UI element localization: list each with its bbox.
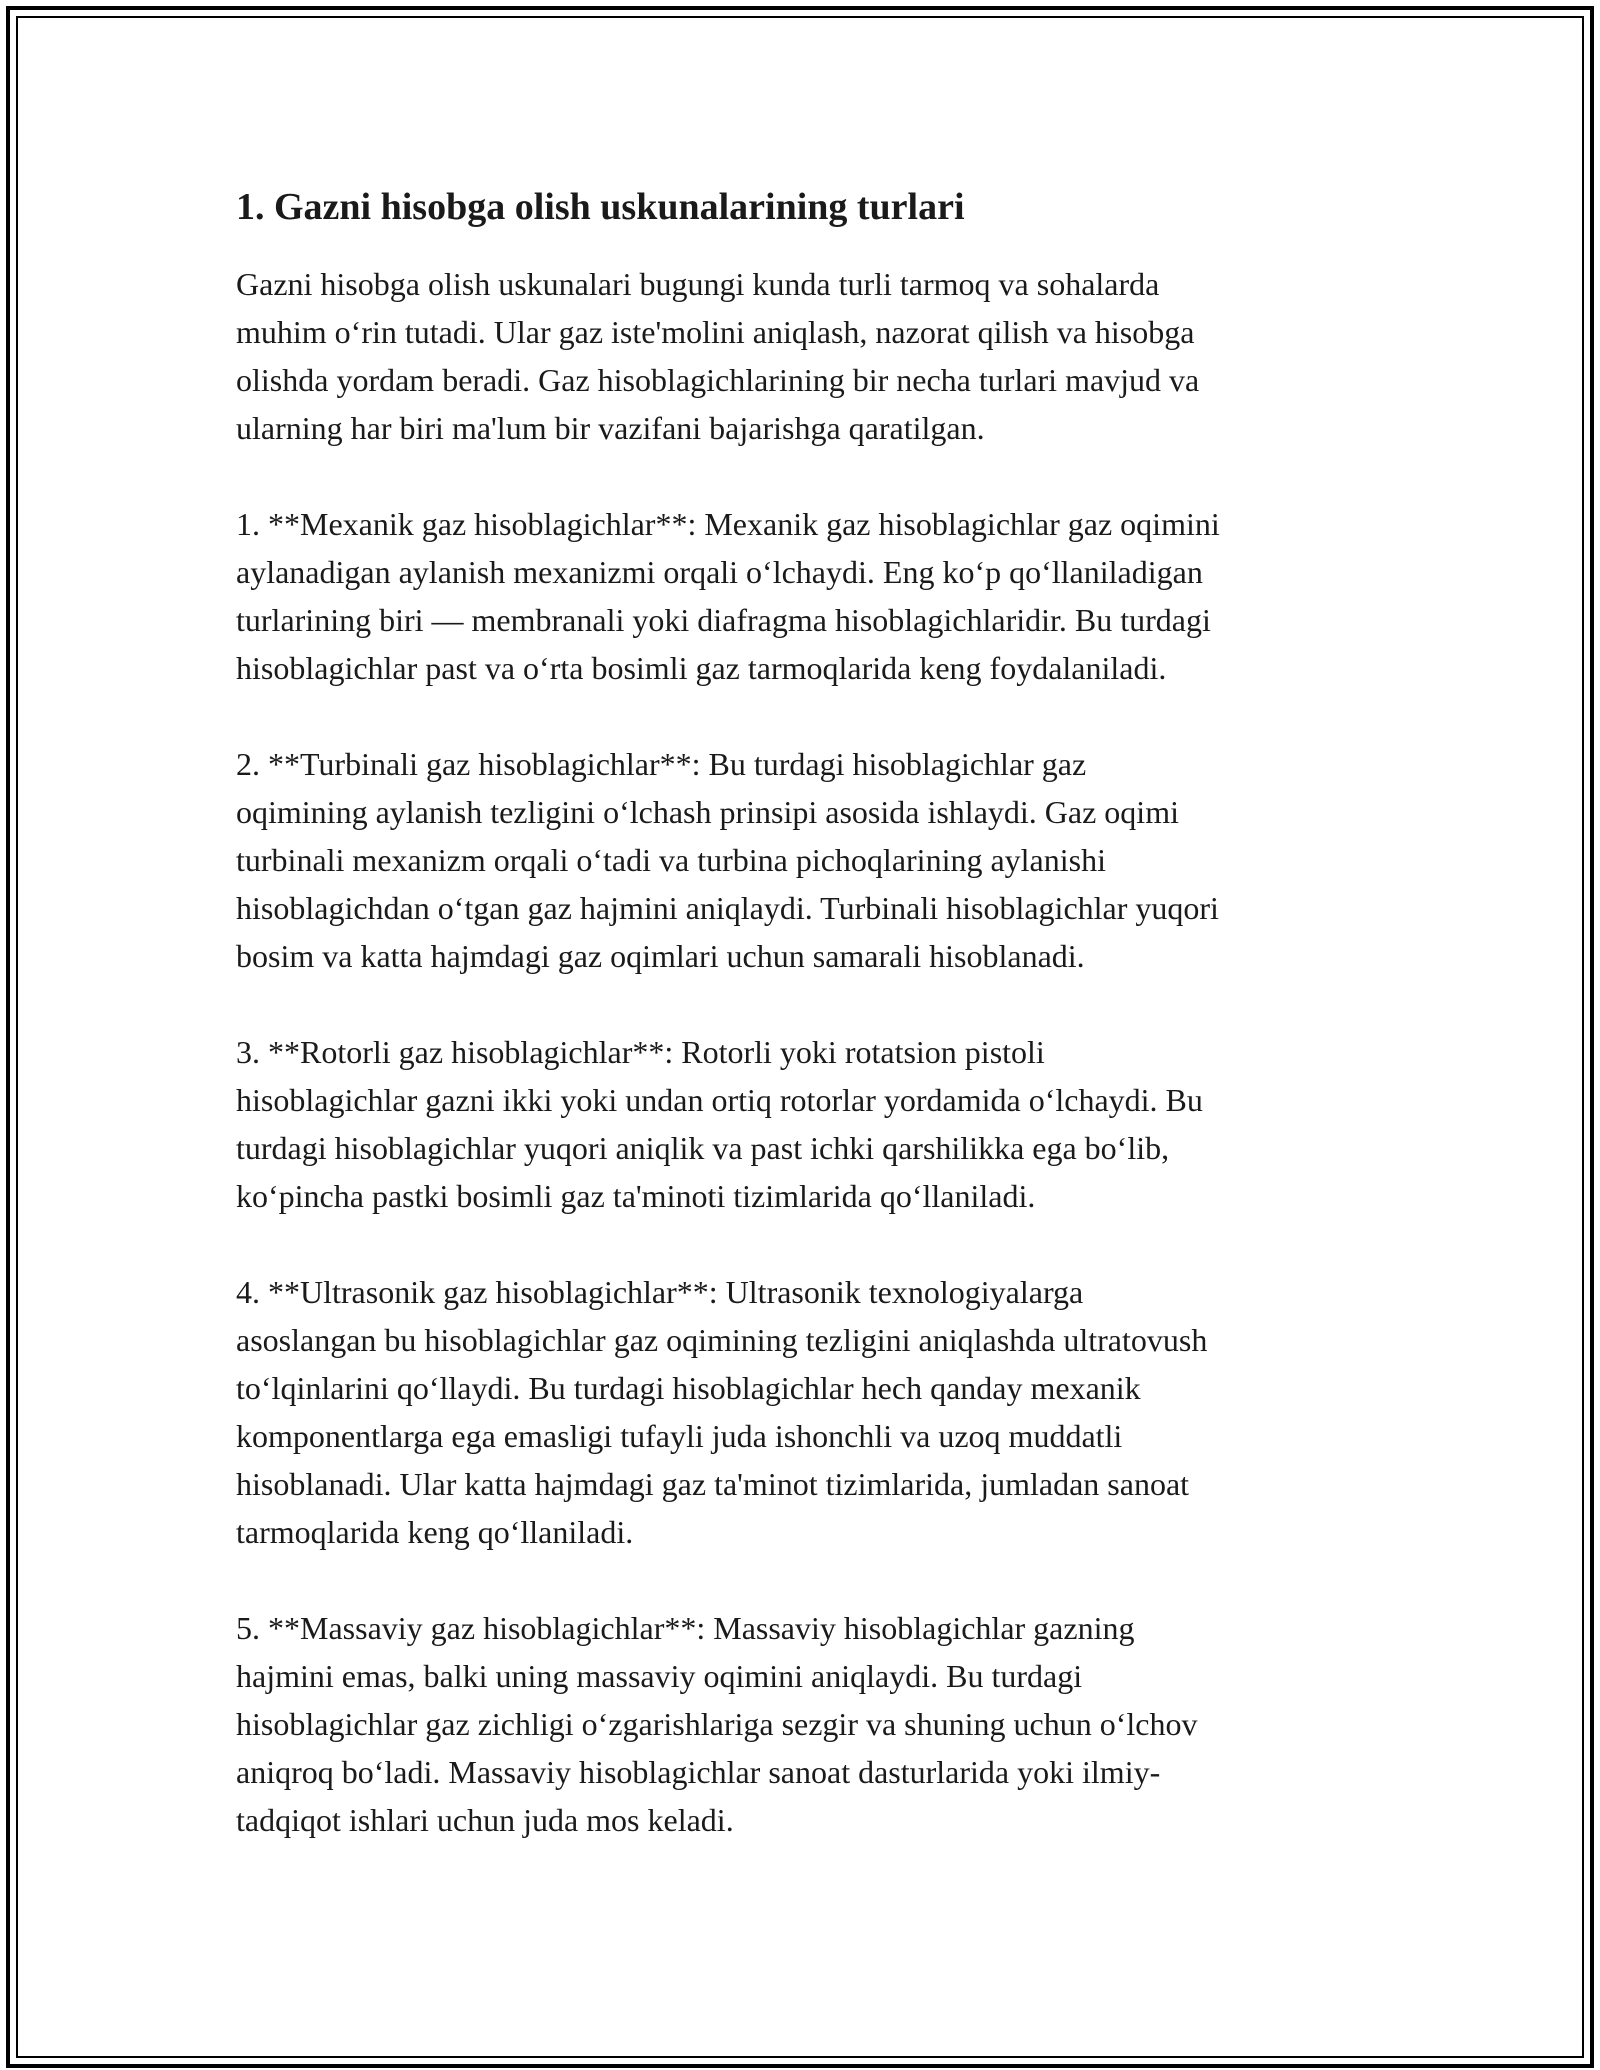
paragraph-ultrasonic-meters: 4. **Ultrasonik gaz hisoblagichlar**: Ultrasonik texnologiyalarga asoslangan bu hisoblagichlar gaz oqimining tezligini aniqlashda ultratovush to‘lqinlarini qo‘llaydi. Bu turdagi hisoblagichlar hech qanday mexanik komponentlarga ega emasligi tufayli juda ishonchli va uzoq muddatli hisoblanadi. Ular katta hajmdagi gaz ta'minot tizimlarida, jumladan sanoat tarmoqlarida keng qo‘llaniladi. bbox=[236, 1274, 1208, 1550]
paragraph-mass-meters: 5. **Massaviy gaz hisoblagichlar**: Massaviy hisoblagichlar gazning hajmini emas, balki uning massaviy oqimini aniqlaydi. Bu turdagi hisoblagichlar gaz zichligi o‘zgarishlariga sezgir va shuning uchun o‘lchov aniqroq bo‘ladi. Massaviy hisoblagichlar sanoat dasturlarida yoki ilmiy- tadqiqot ishlari uchun juda mos keladi. bbox=[236, 1610, 1198, 1838]
paragraph-mechanical-meters: 1. **Mexanik gaz hisoblagichlar**: Mexanik gaz hisoblagichlar gaz oqimini aylanadigan aylanish mexanizmi orqali o‘lchaydi. Eng ko‘p qo‘llaniladigan turlarining biri — membranali yoki diafragma hisoblagichlaridir. Bu turdagi hisoblagichlar past va o‘rta bosimli gaz tarmoqlarida keng foydalaniladi. bbox=[236, 506, 1220, 686]
document-body bbox=[236, 184, 1376, 1892]
paragraph-rotary-meters: 3. **Rotorli gaz hisoblagichlar**: Rotorli yoki rotatsion pistoli hisoblagichlar gazni ikki yoki undan ortiq rotorlar yordamida o‘lchaydi. Bu turdagi hisoblagichlar yuqori aniqlik va past ichki qarshilikka ega bo‘lib, ko‘pincha pastki bosimli gaz ta'minoti tizimlarida qo‘llaniladi. bbox=[236, 1034, 1203, 1214]
document-title: 1. Gazni hisobga olish uskunalarining turlari bbox=[236, 186, 965, 228]
paragraph-turbine-meters: 2. **Turbinali gaz hisoblagichlar**: Bu turdagi hisoblagichlar gaz oqimining aylanish tezligini o‘lchash prinsipi asosida ishlaydi. Gaz oqimi turbinali mexanizm orqali o‘tadi va turbina pichoqlarining aylanishi hisoblagichdan o‘tgan gaz hajmini aniqlaydi. Turbinali hisoblagichlar yuqori bosim va katta hajmdagi gaz oqimlari uchun samarali hisoblanadi. bbox=[236, 746, 1219, 974]
intro-paragraph: Gazni hisobga olish uskunalari bugungi kunda turli tarmoq va sohalarda muhim o‘rin tutadi. Ular gaz iste'molini aniqlash, nazorat qilish va hisobga olishda yordam beradi. Gaz hisoblagichlarining bir necha turlari mavjud va ularning har biri ma'lum bir vazifani bajarishga qaratilgan. bbox=[236, 266, 1200, 446]
